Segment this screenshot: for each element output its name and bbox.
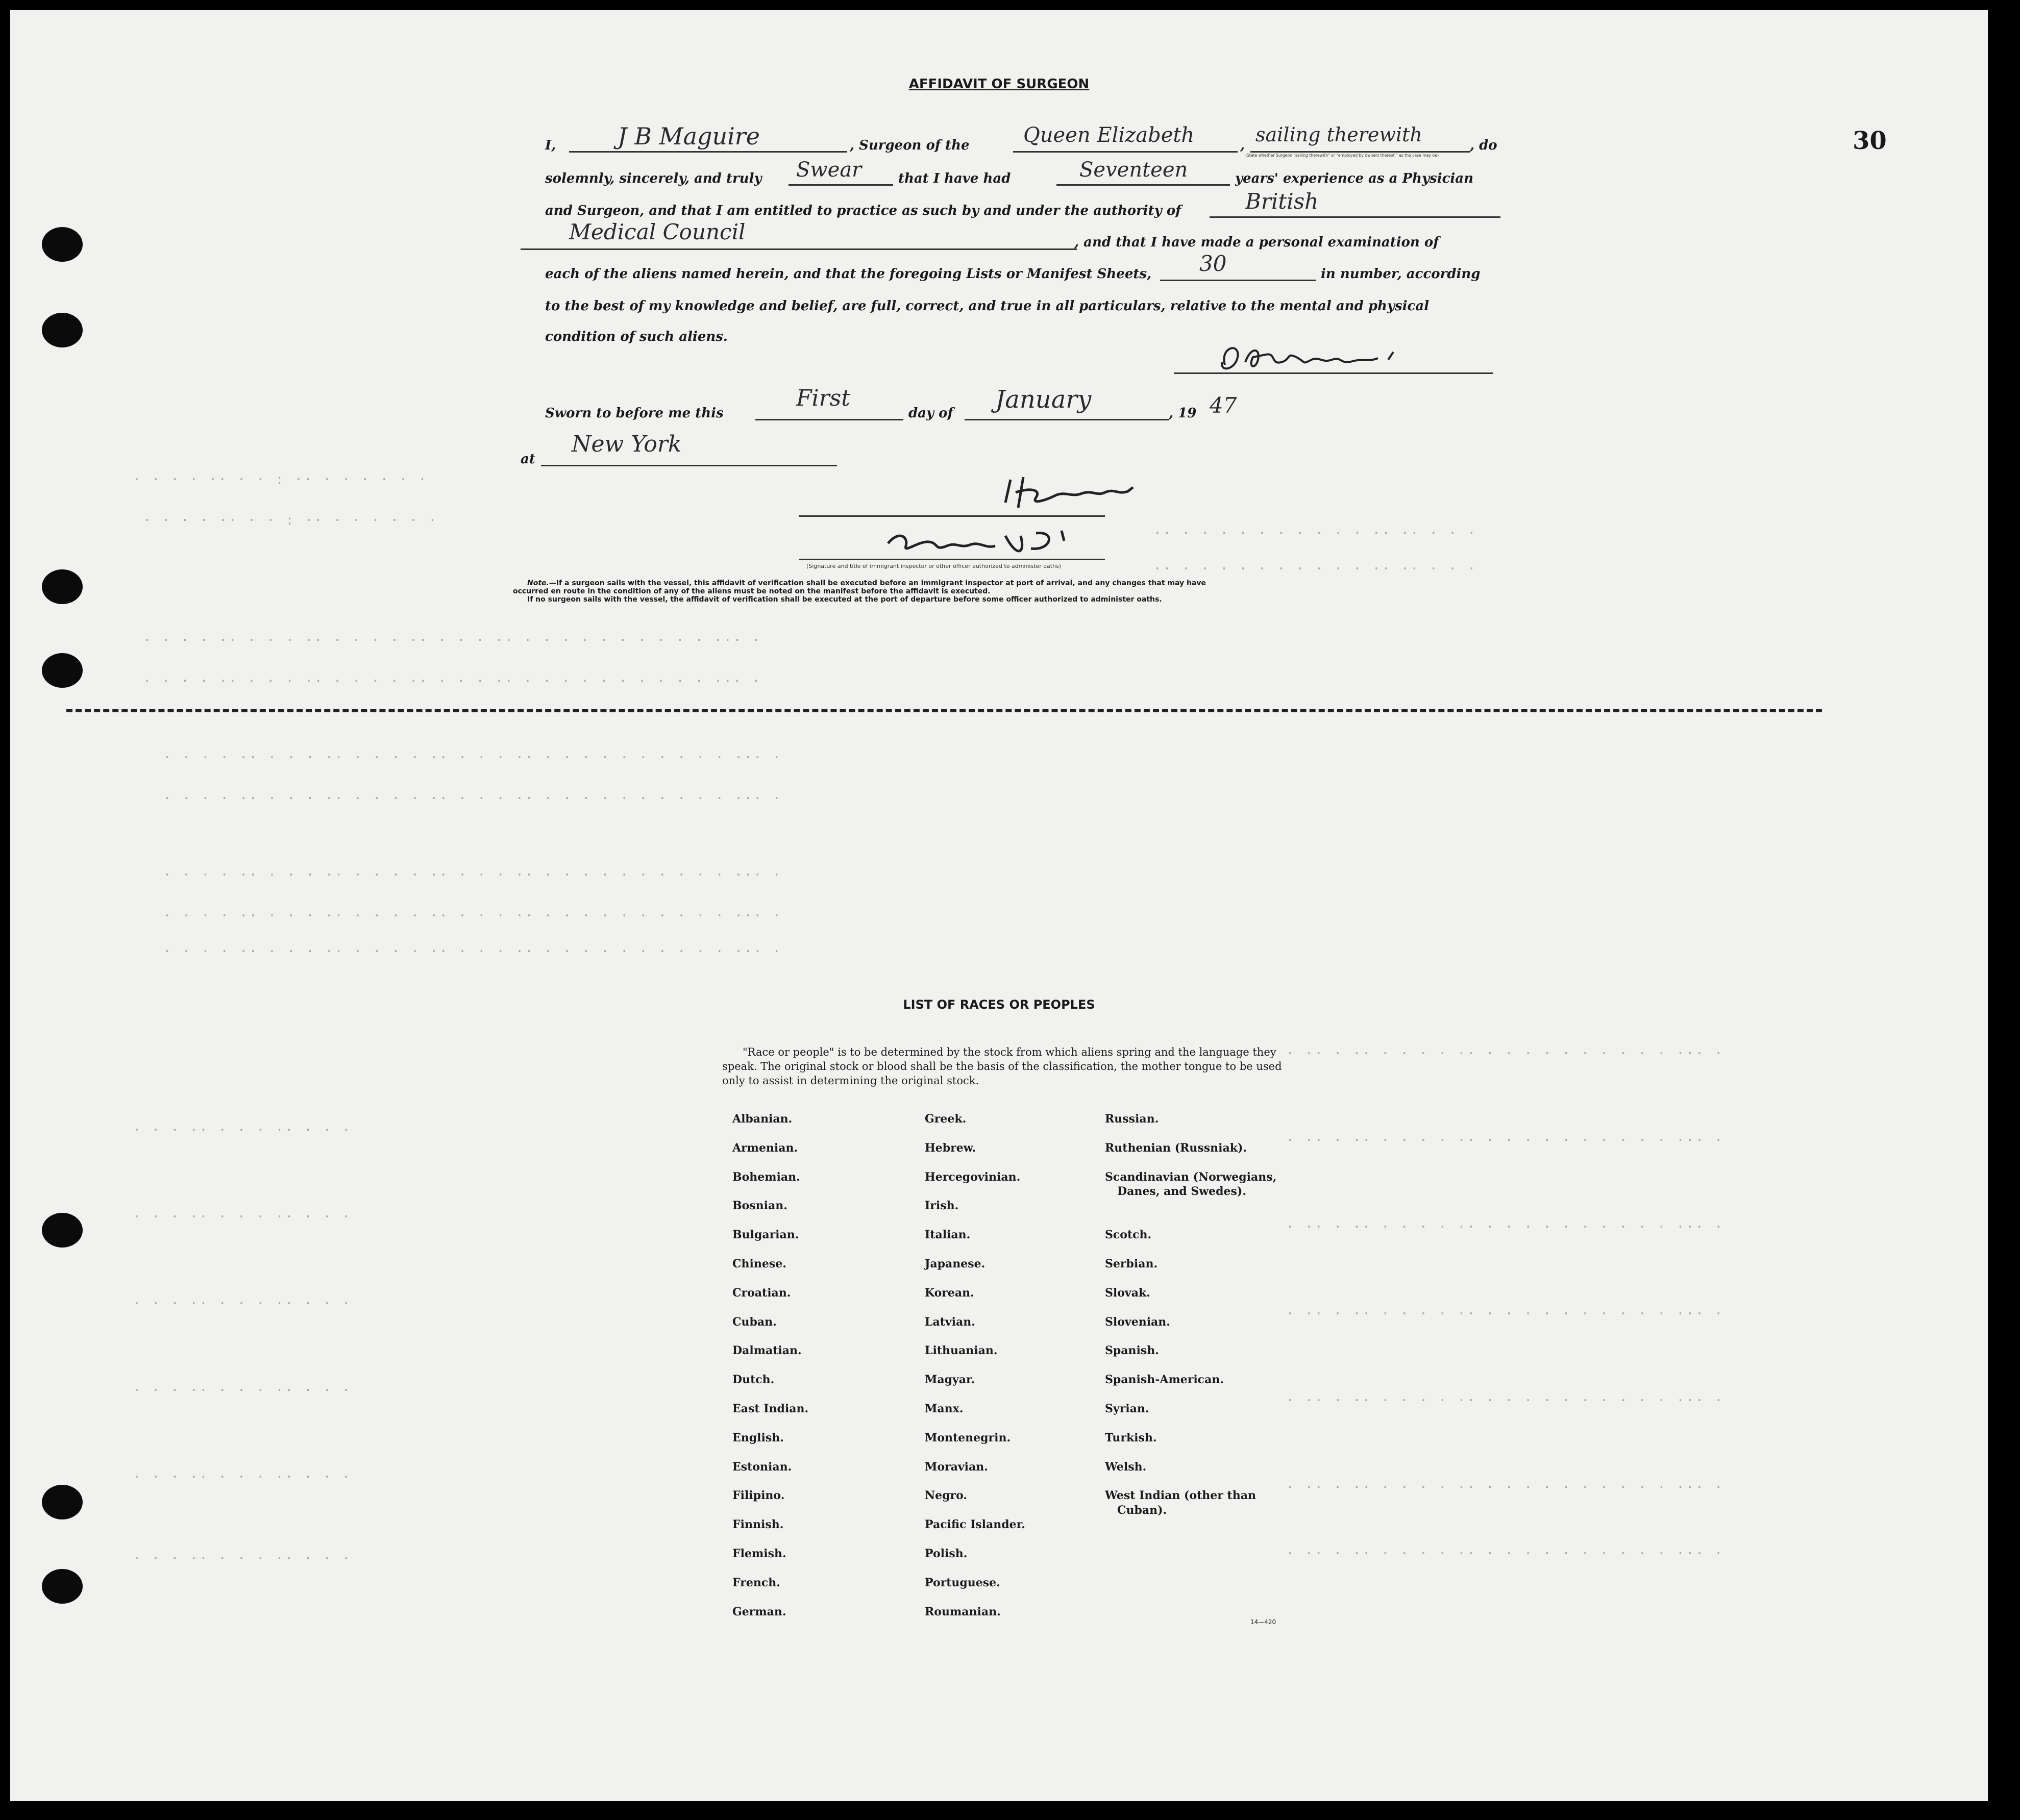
- note-label: Note.: [527, 579, 549, 587]
- race-item: Dutch.: [732, 1373, 775, 1386]
- examination-label: , and that I have made a personal examination of: [1074, 235, 1439, 250]
- sworn-label: Sworn to before me this: [545, 406, 724, 421]
- authority-line-1: [1210, 216, 1500, 218]
- authority-label: and Surgeon, and that I am entitled to practice as such by and under the authority of: [545, 203, 1181, 218]
- race-item: Estonian.: [732, 1460, 792, 1474]
- bleed-through: · · · · ·· · · : ·· · · · · · ·: [133, 472, 428, 487]
- bleed-through: · ·· · ·· · · · · ·· · · · · · · · · · · ··· ·: [1286, 1046, 1725, 1061]
- surgeon-name-line: [569, 151, 847, 153]
- binder-hole: [42, 227, 83, 262]
- inspector-signature: [995, 472, 1179, 515]
- years-line: [1056, 184, 1230, 186]
- race-item: Syrian.: [1105, 1402, 1149, 1415]
- condition-label: condition of such aliens.: [545, 329, 728, 344]
- bleed-through: · · · · ·· · · · ·· · · · · ·· · · · ·· · · · · · · · · · · ··· ·: [163, 867, 782, 883]
- day-line: [755, 419, 903, 420]
- race-item: Flemish.: [732, 1547, 786, 1560]
- race-item: West Indian (other than: [1105, 1489, 1256, 1502]
- bleed-through: ·· · · · · · · · · · · ·· ·· · · ·: [1153, 526, 1477, 541]
- page-number: 30: [1853, 127, 1887, 155]
- form-number: 14—420: [1250, 1618, 1276, 1626]
- knowledge-label: to the best of my knowledge and belief, are full, correct, and true in all particulars, relative to the mental and physical: [545, 298, 1430, 314]
- solemnly-label: solemnly, sincerely, and truly: [545, 171, 762, 186]
- bleed-through: · · · ·· · · · ·· · · ·: [133, 1383, 352, 1398]
- race-item: Slovenian.: [1105, 1315, 1170, 1329]
- bleed-through: · · · · ·· · · · ·· · · · · ·· · · · ·· · · · · · · · · · · ··· ·: [163, 750, 782, 765]
- note-line-2: occurred en route in the condition of any of the aliens must be noted on the manifest before the affidavit is executed.: [513, 587, 991, 595]
- bleed-through: · · · · ·· · · : ·· · · · · · ·: [143, 513, 438, 528]
- race-item: Pacific Islander.: [925, 1518, 1025, 1531]
- bleed-through: · ·· · ·· · · · · ·· · · · · · · · · · · ··· ·: [1286, 1393, 1725, 1408]
- race-item: East Indian.: [732, 1402, 809, 1415]
- race-item: Spanish.: [1105, 1344, 1159, 1357]
- bleed-through: · · · · ·· · · · ·· · · · · ·· · · · ·· · · · · · · · · · · ··· ·: [143, 633, 762, 648]
- race-item: Turkish.: [1105, 1431, 1157, 1444]
- place: New York: [572, 431, 682, 457]
- do-label: , do: [1470, 138, 1497, 153]
- binder-hole: [42, 1485, 83, 1519]
- bleed-through: · ·· · ·· · · · · ·· · · · · · · · · · · ··· ·: [1286, 1480, 1725, 1495]
- race-item: Montenegrin.: [925, 1431, 1011, 1444]
- bleed-through: · · · · ·· · · · ·· · · · · ·· · · · ·· · · · · · · · · · · ··· ·: [163, 944, 782, 959]
- races-title: LIST OF RACES OR PEOPLES: [903, 998, 1095, 1012]
- day: First: [796, 385, 850, 411]
- race-item: Polish.: [925, 1547, 968, 1560]
- bleed-through: · · · · ·· · · · ·· · · · · ·· · · · ·· · · · · · · · · · · ··· ·: [143, 674, 762, 689]
- race-item: Bosnian.: [732, 1199, 787, 1212]
- race-item: Armenian.: [732, 1141, 798, 1155]
- signer-caption: (Signature and title of immigrant inspector or other officer authorized to administer oaths): [806, 563, 1062, 569]
- binder-hole: [42, 569, 83, 604]
- race-item: Filipino.: [732, 1489, 785, 1502]
- race-item: Scandinavian (Norwegians,: [1105, 1170, 1277, 1184]
- bleed-through: ·· · · · · · · · · · · ·· ·· · · ·: [1153, 561, 1477, 577]
- bleed-through: · ·· · ·· · · · · ·· · · · · · · · · · · ··· ·: [1286, 1306, 1725, 1322]
- years-label: years' experience as a Physician: [1235, 171, 1474, 186]
- race-item: Spanish-American.: [1105, 1373, 1224, 1386]
- race-item: Ruthenian (Russniak).: [1105, 1141, 1247, 1155]
- ship-note: (State whether Surgeon "sailing therewith" or "employed by owners thereof," as the case may be): [1245, 153, 1439, 158]
- sheets-label: each of the aliens named herein, and that the foregoing Lists or Manifest Sheets,: [545, 266, 1152, 282]
- race-item: Negro.: [925, 1489, 968, 1502]
- affidavit-note: [513, 579, 1503, 604]
- sheets-line: [1160, 280, 1316, 281]
- race-item: Hebrew.: [925, 1141, 976, 1155]
- have-had-label: that I have had: [898, 171, 1011, 186]
- day-of-label: day of: [908, 406, 953, 421]
- race-item: Roumanian.: [925, 1605, 1001, 1618]
- month-line: [965, 419, 1169, 420]
- race-item: Greek.: [925, 1112, 967, 1126]
- race-item: Cuban.: [732, 1315, 777, 1329]
- bleed-through: · · · ·· · · · ·· · · ·: [133, 1123, 352, 1138]
- race-item: English.: [732, 1431, 784, 1444]
- race-item: Chinese.: [732, 1257, 786, 1270]
- race-item: Magyar.: [925, 1373, 975, 1386]
- races-intro: "Race or people" is to be determined by the stock from which aliens spring and the language they speak. The original stock or blood shall be the basis of the classification, the mother tongue to be used only to assist in determining the original stock.: [722, 1046, 1282, 1087]
- affidavit-i: I,: [545, 138, 556, 153]
- binder-hole: [42, 1569, 83, 1604]
- bleed-through: · · · ·· · · · ·· · · ·: [133, 1296, 352, 1311]
- ship-name-line: [1013, 151, 1238, 153]
- race-item: Hercegovinian.: [925, 1170, 1021, 1184]
- status-line: [1250, 151, 1470, 153]
- inspector-signature-line: [799, 515, 1105, 517]
- inspector-title: [878, 520, 1092, 561]
- bleed-through: · · · ·· · · · ·· · · ·: [133, 1551, 352, 1566]
- note-line-1: —If a surgeon sails with the vessel, this affidavit of verification shall be executed before an immigrant inspector at port of arrival, and any changes that may have: [549, 579, 1206, 587]
- race-item: Moravian.: [925, 1460, 988, 1474]
- race-item: Finnish.: [732, 1518, 784, 1531]
- authority-1: British: [1245, 189, 1319, 214]
- race-item: Latvian.: [925, 1315, 975, 1329]
- bleed-through: · ·· · ·· · · · · ·· · · · · · · · · · · ··· ·: [1286, 1546, 1725, 1561]
- race-item: Korean.: [925, 1286, 974, 1300]
- note-line-3: If no surgeon sails with the vessel, the affidavit of verification shall be executed at the port of departure before some officer authorized to administer oaths.: [527, 595, 1162, 604]
- race-item: Irish.: [925, 1199, 959, 1212]
- surgeon-signature: [1210, 337, 1439, 378]
- binder-hole: [42, 1213, 83, 1248]
- race-item: Russian.: [1105, 1112, 1159, 1126]
- race-item: Lithuanian.: [925, 1344, 998, 1357]
- race-item: Manx.: [925, 1402, 964, 1415]
- authority-line-2: [521, 248, 1077, 250]
- race-item: French.: [732, 1576, 780, 1589]
- race-item: Italian.: [925, 1228, 971, 1241]
- race-item: Serbian.: [1105, 1257, 1158, 1270]
- status: sailing therewith: [1255, 123, 1422, 146]
- bleed-through: · · · · ·· · · · ·· · · · · ·· · · · ·· · · · · · · · · · · ··· ·: [163, 791, 782, 806]
- race-item: Portuguese.: [925, 1576, 1000, 1589]
- surgeon-name: J B Maguire: [618, 122, 760, 150]
- race-item: Japanese.: [925, 1257, 986, 1270]
- race-item: Bulgarian.: [732, 1228, 799, 1241]
- bleed-through: · · · ·· · · · ·· · · ·: [133, 1469, 352, 1485]
- race-item: Danes, and Swedes).: [1117, 1185, 1246, 1198]
- binder-hole: [42, 313, 83, 347]
- race-item: German.: [732, 1605, 786, 1618]
- month: January: [995, 385, 1092, 414]
- binder-hole: [42, 653, 83, 688]
- oath: Swear: [796, 158, 862, 182]
- race-item: Albanian.: [732, 1112, 793, 1126]
- years: Seventeen: [1079, 158, 1188, 182]
- dashed-divider: [66, 709, 1822, 712]
- comma: ,: [1240, 138, 1245, 153]
- document-page: [10, 10, 1988, 1801]
- race-item: Bohemian.: [732, 1170, 800, 1184]
- affidavit-title: AFFIDAVIT OF SURGEON: [908, 77, 1090, 92]
- race-item: Scotch.: [1105, 1228, 1152, 1241]
- ship-name: Queen Elizabeth: [1023, 123, 1195, 147]
- race-item: Cuban).: [1117, 1504, 1167, 1517]
- authority-2: Medical Council: [569, 219, 746, 244]
- race-item: Dalmatian.: [732, 1344, 802, 1357]
- year-suffix: 47: [1210, 393, 1237, 418]
- bleed-through: · ·· · ·· · · · · ·· · · · · · · · · · · ··· ·: [1286, 1219, 1725, 1235]
- race-item: Slovak.: [1105, 1286, 1150, 1300]
- year-prefix: , 19: [1169, 406, 1197, 421]
- in-number-label: in number, according: [1321, 266, 1481, 282]
- bleed-through: · ·· · ·· · · · · ·· · · · · · · · · · · ··· ·: [1286, 1133, 1725, 1148]
- bleed-through: · · · · ·· · · · ·· · · · · ·· · · · ·· · · · · · · · · · · ··· ·: [163, 908, 782, 924]
- race-item: Welsh.: [1105, 1460, 1147, 1474]
- oath-line: [789, 184, 893, 186]
- race-item: Croatian.: [732, 1286, 791, 1300]
- place-line: [541, 465, 837, 466]
- surgeon-of-label: , Surgeon of the: [850, 138, 970, 153]
- at-label: at: [521, 452, 535, 467]
- bleed-through: · · · ·· · · · ·· · · ·: [133, 1209, 352, 1225]
- sheets: 30: [1199, 251, 1227, 276]
